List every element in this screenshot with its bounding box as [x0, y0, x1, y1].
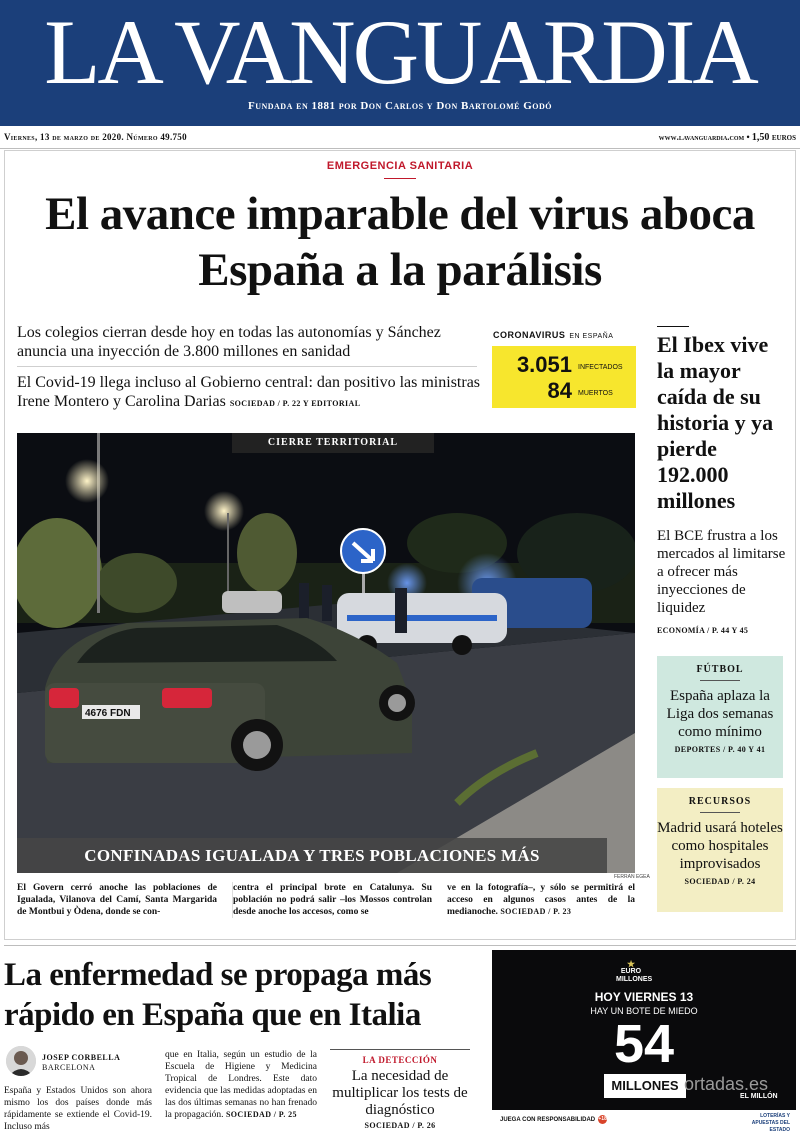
lead-deck-2-ref[interactable]: SOCIEDAD / P. 22 Y EDITORIAL: [229, 399, 361, 408]
age-badge: +18: [598, 1116, 607, 1122]
italia-ref[interactable]: SOCIEDAD / P. 25: [225, 1110, 297, 1119]
recursos-ref[interactable]: SOCIEDAD / P. 24: [684, 877, 756, 886]
futbol-rule: [700, 680, 740, 681]
italia-col-2: [165, 1049, 317, 1121]
recursos-label: RECURSOS: [688, 796, 752, 807]
deaths-count: 84: [547, 378, 572, 403]
italia-col-2-text: que en Italia, según un estudio de la Escuela de Higiene y Medicina Tropical de Londres. Este dato evidencia que las medidas adoptadas en las dos últimas semanas no han frenado la propagación.: [165, 1050, 317, 1120]
ad-responsible-text: JUEGA CON RESPONSABILIDAD: [500, 1117, 596, 1124]
author-place: BARCELONA: [42, 1063, 96, 1072]
ad-line-1: HOY VIERNES 13: [594, 990, 694, 1004]
masthead-founded: Fundada en 1881 por Don Carlos y Don Bartolomé Godó: [247, 100, 553, 112]
euromillones-ad[interactable]: [492, 950, 796, 1110]
coronavirus-label: [493, 330, 613, 340]
deaths-label: MUERTOS: [578, 390, 613, 397]
star-icon: ★: [626, 959, 636, 969]
recursos-rule: [700, 812, 740, 813]
ad-millones: MILLONES: [604, 1074, 686, 1098]
price: 1,50 euros: [751, 132, 796, 143]
deteccion-title[interactable]: La necesidad de multiplicar los tests de diagnóstico: [332, 1068, 468, 1118]
ad-el-millon: EL MILLÓN: [740, 1093, 778, 1100]
deteccion-label: LA DETECCIÓN: [362, 1055, 438, 1065]
watermark: ortadas.es: [684, 1074, 769, 1094]
futbol-box[interactable]: [657, 656, 783, 778]
coronavirus-sublabel: EN ESPAÑA: [569, 333, 614, 340]
masthead-title[interactable]: LA VANGUARDIA: [44, 1, 756, 103]
ibex-headline[interactable]: El Ibex vive la mayor caída de su historia y ya pierde 192.000 millones: [657, 332, 774, 513]
ad-footer: [492, 1111, 796, 1133]
website-link[interactable]: www.lavanguardia.com: [658, 132, 745, 142]
dateline: [0, 127, 800, 149]
plate-text: 4676 FDN: [85, 708, 131, 719]
lead-deck-2: [17, 373, 487, 413]
dateline-separator: •: [746, 132, 750, 142]
photo-story-col-3-text: ve en la fotografía–, y sólo se permitirá el acceso en algunos casos antes de la medianoche.: [447, 883, 635, 917]
loterias-logo: LOTERÍAS Y APUESTAS DEL ESTADO: [751, 1113, 790, 1133]
italia-col-1: España y Estados Unidos son ahora mismo los dos países donde más rápidamente se extiende el Covid-19. Incluso más: [4, 1086, 152, 1132]
logo-top: EURO: [620, 968, 642, 975]
section-separator: [4, 945, 796, 946]
recursos-title: Madrid usará hoteles como hospitales improvisados: [657, 820, 783, 872]
masthead: [0, 0, 800, 126]
dateline-right: [659, 132, 796, 143]
recursos-box[interactable]: [657, 788, 783, 912]
ad-amount: 54: [613, 1014, 675, 1074]
infected-label: INFECTADOS: [578, 364, 623, 371]
futbol-title: España aplaza la Liga dos semanas como mínimo: [666, 688, 774, 740]
lead-deck-2-text: El Covid-19 llega incluso al Gobierno central: dan positivo las ministras Irene Montero y Carolina Darias: [17, 374, 481, 410]
photo-credit: FERRAN EGEA: [614, 874, 650, 880]
italia-headline[interactable]: La enfermedad se propaga más rápido en España que en Italia: [4, 957, 432, 1033]
photo-story-ref[interactable]: SOCIEDAD / P. 23: [500, 907, 572, 916]
logo-bottom: MILLONES: [616, 976, 653, 983]
coronavirus-title: CORONAVIRUS: [493, 330, 566, 340]
deck-divider: [17, 366, 477, 367]
ibex-deck: El BCE frustra a los mercados al limitarse a ofrecer más inyecciones de liquidez: [657, 528, 786, 616]
ad-responsible: [500, 1115, 607, 1124]
photo-story-col-1: El Govern cerró anoche las poblaciones de Igualada, Vilanova del Camí, Santa Margarida de Montbui y Òdena, donde se con-: [17, 883, 217, 917]
checkpoint-photo[interactable]: [17, 433, 635, 873]
night-road-illustration: [17, 433, 635, 873]
author-avatar: [6, 1046, 36, 1076]
photo-tag: CIERRE TERRITORIAL: [232, 433, 434, 453]
futbol-label: FÚTBOL: [696, 664, 744, 675]
ad-line-2: HAY UN BOTE DE MIEDO: [590, 1006, 698, 1016]
euromillones-logo: [616, 959, 653, 984]
deteccion-ref[interactable]: SOCIEDAD / P. 26: [364, 1121, 436, 1130]
ibex-ref[interactable]: ECONOMÍA / P. 44 Y 45: [657, 626, 749, 635]
lead-headline[interactable]: El avance imparable del virus aboca España a la parálisis: [45, 188, 755, 296]
futbol-ref[interactable]: DEPORTES / P. 40 Y 41: [674, 745, 766, 754]
deteccion-rule: [330, 1049, 470, 1050]
lead-deck-1: Los colegios cierran desde hoy en todas las autonomías y Sánchez anuncia una inyección de 3.800 millones en sanidad: [17, 324, 441, 360]
ibex-rule: [657, 326, 689, 327]
infected-count: 3.051: [516, 352, 572, 377]
author-name: JOSEP CORBELLA: [42, 1053, 121, 1062]
coronavirus-stats-box: [492, 346, 636, 408]
photo-story-col-2: centra el principal brote en Catalunya. Su población no podrá salir –los Mossos controlan desde anoche los accesos, como se: [233, 883, 432, 917]
photo-caption[interactable]: CONFINADAS IGUALADA Y TRES POBLACIONES MÁS: [17, 838, 607, 873]
lead-kicker: EMERGENCIA SANITARIA: [326, 160, 474, 172]
avatar-icon: [6, 1046, 36, 1076]
photo-story-col-3: [447, 882, 635, 918]
kicker-rule: [384, 178, 416, 179]
issue-date: Viernes, 13 de marzo de 2020. Número 49.750: [4, 132, 187, 142]
